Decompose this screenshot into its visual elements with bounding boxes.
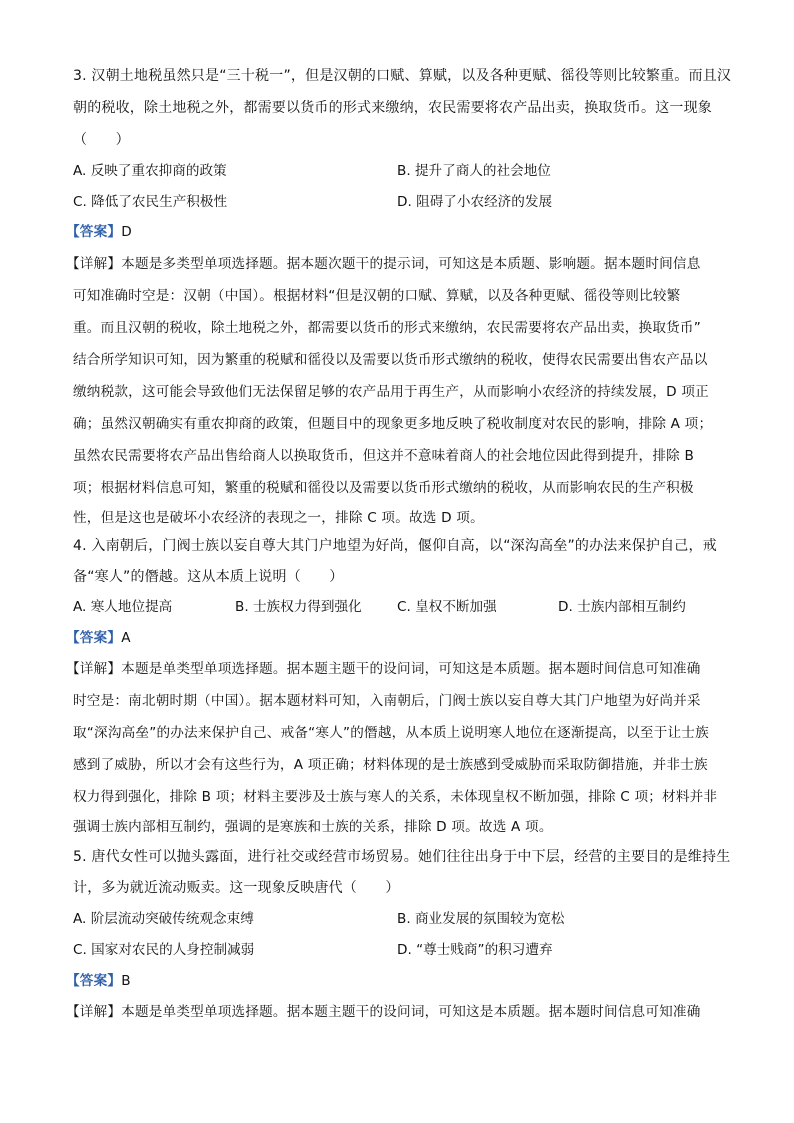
q4-analysis-line-5: 权力得到强化，排除 B 项；材料主要涉及士族与寒人的关系，未体现皇权不断加强，排除 C 项；材料并非 [73,789,718,805]
q3-analysis-line-8: 项；根据材料信息可知，繁重的税赋和徭役以及需要以货币形式缴纳的税收，从而影响农民的生产积极 [73,480,694,496]
q4-option-d: D. 士族内部相互制约 [558,599,686,615]
q4-option-c: C. 皇权不断加强 [397,599,497,615]
q3-stem-line-2: 朝的税收，除土地税之外，都需要以货币的形式来缴纳，农民需要将农产品出卖，换取货币。这一现象 [73,100,712,116]
q5-stem-line-2: 计，多为就近流动贩卖。这一现象反映唐代（ ） [73,880,400,896]
q3-answer-value: D [121,224,132,240]
q3-analysis-line-2: 可知准确时空是：汉朝（中国）。根据材料“但是汉朝的口赋、算赋，以及各种更赋、徭役等则比较繁 [73,288,681,304]
q3-option-a: A. 反映了重农抑商的政策 [73,163,227,179]
q3-analysis-line-3: 重。而且汉朝的税收，除土地税之外，都需要以货币的形式来缴纳，农民需要将农产品出卖，换取货币” [73,320,701,336]
q3-answer-tag: 【答案】 [66,224,122,240]
q3-analysis-line-9: 性，但是这也是破坏小农经济的表现之一，排除 C 项。故选 D 项。 [73,510,484,526]
q4-option-a: A. 寒人地位提高 [73,599,173,615]
q5-answer-tag: 【答案】 [66,973,122,989]
q4-stem-line-2: 备“寒人”的僭越。这从本质上说明（ ） [73,569,344,585]
q5-analysis-line-1: 【详解】本题是单类型单项选择题。据本题主题干的设问词，可知这是本质题。据本题时间信息可知准确 [66,1004,701,1020]
q3-analysis-line-4: 结合所学知识可知，因为繁重的税赋和徭役以及需要以货币形式缴纳的税收，使得农民需要出售农产品以 [73,352,708,368]
q4-stem-line-1: 4. 入南朝后，门阀士族以妄自尊大其门户地望为好尚，偃仰自高，以“深沟高垒”的办法来保护自己，戒 [73,538,717,554]
q5-answer-value: B [121,973,131,989]
q4-answer-tag: 【答案】 [66,630,122,646]
q3-analysis-line-6: 确；虽然汉朝确实有重农抑商的政策，但题目中的现象更多地反映了税收制度对农民的影响，排除 A 项； [73,416,713,432]
q4-answer-value: A [121,630,131,646]
q5-option-c: C. 国家对农民的人身控制减弱 [73,942,255,958]
q3-option-c: C. 降低了农民生产积极性 [73,194,228,210]
q4-analysis-line-2: 时空是：南北朝时期（中国）。据本题材料可知，入南朝后，门阀士族以妄自尊大其门户地望为好尚并采 [73,693,701,709]
q3-stem-line-3: （ ） [73,132,130,148]
q5-option-b: B. 商业发展的氛围较为宽松 [397,911,565,927]
q4-answer [66,628,131,648]
q3-answer [66,222,132,242]
q3-analysis-line-7: 虽然农民需要将农产品出售给商人以换取货币，但这并不意味着商人的社会地位因此得到提升，排除 B [73,448,694,464]
q4-analysis-line-3: 取“深沟高垒”的办法来保护自己、戒备“寒人”的僭越，从本质上说明寒人地位在逐渐提高，以至于让士族 [73,725,709,741]
q4-analysis-line-6: 强调士族内部相互制约，强调的是寒族和士族的关系，排除 D 项。故选 A 项。 [73,819,553,835]
q4-analysis-line-4: 感到了威胁，所以才会有这些行为，A 项正确；材料体现的是士族感到受威胁而采取防御措施，并非士族 [73,757,708,773]
q4-option-b: B. 士族权力得到强化 [235,599,362,615]
q4-analysis-line-1: 【详解】本题是单类型单项选择题。据本题主题干的设问词，可知这是本质题。据本题时间信息可知准确 [66,661,701,677]
q5-option-a: A. 阶层流动突破传统观念束缚 [73,911,254,927]
q3-analysis-line-5: 缴纳税款，这可能会导致他们无法保留足够的农产品用于再生产，从而影响小农经济的持续发展，D 项正 [73,384,709,400]
q3-option-b: B. 提升了商人的社会地位 [397,163,551,179]
q3-stem-line-1: 3. 汉朝土地税虽然只是“三十税一”，但是汉朝的口赋、算赋，以及各种更赋、徭役等则比较繁重。而且汉 [73,68,732,84]
q5-option-d: D. “尊士贱商”的积习遭弃 [397,942,553,958]
q3-option-d: D. 阻碍了小农经济的发展 [397,194,553,210]
q5-stem-line-1: 5. 唐代女性可以抛头露面，进行社交或经营市场贸易。她们往往出身于中下层，经营的主要目的是维持生 [73,849,731,865]
q5-answer [66,971,131,991]
q3-analysis-line-1: 【详解】本题是多类型单项选择题。据本题次题干的提示词，可知这是本质题、影响题。据本题时间信息 [66,256,701,272]
